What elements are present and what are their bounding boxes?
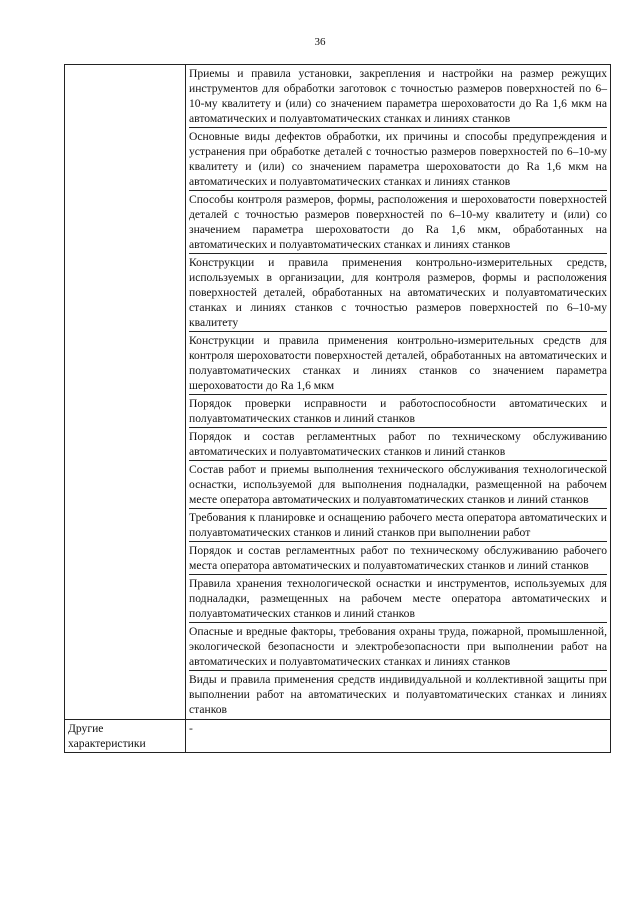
list-item: Правила хранения технологической оснастки и инструментов, используемых для подналадки, размещенных на рабочем месте оператора автоматических и полуавтоматических станков и линий станков (189, 574, 607, 622)
list-item: Порядок проверки исправности и работоспособности автоматических и полуавтоматических станков и линий станков (189, 394, 607, 427)
list-item: Опасные и вредные факторы, требования охраны труда, пожарной, промышленной, экологической безопасности и электробезопасности при выполнении работ на автоматических и полуавтоматических станках и линиях станков (189, 622, 607, 670)
list-item: Требования к планировке и оснащению рабочего места оператора автоматических и полуавтоматических станков и линий станков при выполнении работ (189, 508, 607, 541)
requirements-table (64, 64, 611, 753)
table-row (65, 65, 611, 720)
other-characteristics-value (186, 720, 611, 753)
other-characteristics-label: Другие характеристики (65, 720, 186, 753)
list-item: Приемы и правила установки, закрепления и настройки на размер режущих инструментов для обработки заготовок с точностью размеров поверхностей по 6–10-му квалитету и (или) со значением параметра шероховатости до Ra 1,6 мкм на автоматических и полуавтоматических станках и линиях станков (189, 67, 607, 125)
list-item: Конструкции и правила применения контрольно-измерительных средств, используемых в организации, для контроля размеров, формы и расположения поверхностей деталей, обработанных на автоматических и полуавтоматических станках и линиях станков с точностью размеров поверхностей по 6–10-му квалитету (189, 253, 607, 331)
list-item: Порядок и состав регламентных работ по техническому обслуживанию автоматических и полуавтоматических станков и линий станков (189, 427, 607, 460)
table-row (65, 720, 611, 753)
list-item: Виды и правила применения средств индивидуальной и коллективной защиты при выполнении работ на автоматических и полуавтоматических станках и линиях станков (189, 670, 607, 718)
knowledge-cell (186, 65, 611, 720)
list-item: Конструкции и правила применения контрольно-измерительных средств для контроля шероховатости поверхностей деталей, обработанных на автоматических и полуавтоматических станках и линиях станков со значением параметра шероховатости до Ra 1,6 мкм (189, 331, 607, 394)
list-item: Порядок и состав регламентных работ по техническому обслуживанию рабочего места оператора автоматических и полуавтоматических станков и линий станков (189, 541, 607, 574)
list-item: Способы контроля размеров, формы, расположения и шероховатости поверхностей деталей с точностью размеров поверхностей по 6–10-му квалитету и (или) со значением параметра шероховатости до Ra 1,6 мкм, обработанных на автоматических и полуавтоматических станках и линиях станков (189, 190, 607, 253)
label-cell-empty (65, 65, 186, 720)
list-item: Состав работ и приемы выполнения технического обслуживания технологической оснастки, используемой для выполнения подналадки, размещенной на рабочем месте оператора автоматических и полуавтоматических станков и линий станков (189, 460, 607, 508)
other-value-dash: - (189, 722, 193, 735)
page-number: 36 (314, 36, 326, 48)
list-item: Основные виды дефектов обработки, их причины и способы предупреждения и устранения при обработке деталей с точностью размеров поверхностей по 6–10-му квалитету и (или) со значением параметра шероховатости до Ra 1,6 мкм на автоматических и полуавтоматических станках и линиях станков (189, 127, 607, 190)
